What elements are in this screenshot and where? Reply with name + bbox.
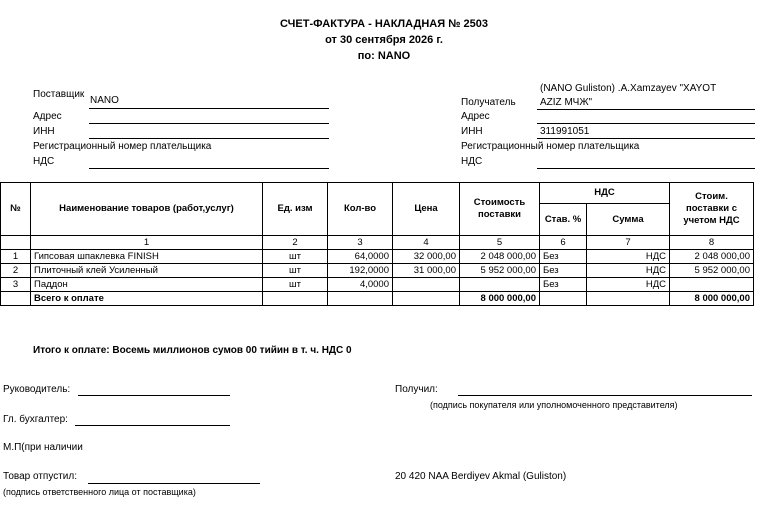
supplier-vat-line	[89, 168, 329, 169]
recipient-reg-label: Регистрационный номер плательщика	[461, 141, 640, 152]
supplier-inn-line	[89, 138, 329, 139]
header-vat-rate: Став. %	[540, 204, 587, 236]
row-qty: 192,0000	[328, 264, 393, 278]
released-sign-line	[88, 483, 260, 484]
amount-in-words: Итого к оплате: Восемь миллионов сумов 00 тийин в т. ч. НДС 0	[33, 345, 352, 356]
col-number: 6	[540, 236, 587, 250]
row-total: 5 952 000,00	[670, 264, 754, 278]
total-with-vat: 8 000 000,00	[670, 292, 754, 306]
total-label: Всего к оплате	[31, 292, 263, 306]
recipient-name-line1: (NANO Guliston) .A.Xamzayev "XAYOT	[540, 83, 717, 94]
received-note: (подпись покупателя или уполномоченного представителя)	[430, 400, 678, 410]
recipient-inn-value: 311991051	[540, 126, 590, 137]
power-of-attorney: 20 420 NAA Berdiyev Akmal (Guliston)	[395, 471, 567, 482]
header-cost: Стоимость поставки	[460, 183, 540, 236]
row-unit: шт	[263, 264, 328, 278]
invoice-contract: по: NANO	[357, 50, 411, 62]
accountant-sign-line	[75, 425, 230, 426]
header-price: Цена	[393, 183, 460, 236]
row-name: Гипсовая шпаклевка FINISH	[31, 250, 263, 264]
header-name: Наименование товаров (работ,услуг)	[31, 183, 263, 236]
recipient-vat-label: НДС	[461, 156, 483, 167]
recipient-vat-line	[537, 168, 755, 169]
table-header-row	[1, 183, 754, 204]
row-vat-sum: НДС	[587, 264, 670, 278]
stamp-label: М.П(при наличии	[3, 442, 83, 453]
director-label: Руководитель:	[3, 384, 71, 395]
row-unit: шт	[263, 250, 328, 264]
recipient-name-line2: AZIZ МЧЖ"	[540, 97, 593, 108]
supplier-value: NANO	[90, 95, 119, 106]
col-number: 5	[460, 236, 540, 250]
row-price	[393, 278, 460, 292]
row-vat-sum: НДС	[587, 250, 670, 264]
table-row	[1, 278, 754, 292]
header-unit: Ед. изм	[263, 183, 328, 236]
col-number: 7	[587, 236, 670, 250]
supplier-reg-label: Регистрационный номер плательщика	[33, 141, 212, 152]
row-total	[670, 278, 754, 292]
row-name: Паддон	[31, 278, 263, 292]
row-cost: 2 048 000,00	[460, 250, 540, 264]
row-price: 32 000,00	[393, 250, 460, 264]
row-vat-rate: Без	[540, 250, 587, 264]
header-vat-sum: Сумма	[587, 204, 670, 236]
supplier-inn-label: ИНН	[33, 126, 55, 137]
recipient-line	[537, 109, 755, 110]
director-sign-line	[78, 395, 230, 396]
row-qty: 4,0000	[328, 278, 393, 292]
row-name: Плиточный клей Усиленный	[31, 264, 263, 278]
table-total-row	[1, 292, 754, 306]
table-row	[1, 250, 754, 264]
row-no: 1	[1, 250, 31, 264]
header-qty: Кол-во	[328, 183, 393, 236]
row-vat-rate: Без	[540, 278, 587, 292]
recipient-address-label: Адрес	[461, 111, 490, 122]
row-no: 2	[1, 264, 31, 278]
invoice-table	[0, 182, 754, 306]
invoice-date: от 30 сентября 2026 г.	[325, 34, 443, 46]
row-price: 31 000,00	[393, 264, 460, 278]
table-row	[1, 264, 754, 278]
column-number-row	[1, 236, 754, 250]
received-label: Получил:	[395, 384, 438, 395]
accountant-label: Гл. бухгалтер:	[3, 414, 68, 425]
header-total: Стоим. поставки с учетом НДС	[670, 183, 754, 236]
col-number: 3	[328, 236, 393, 250]
released-label: Товар отпустил:	[3, 471, 77, 482]
row-no: 3	[1, 278, 31, 292]
recipient-label: Получатель	[461, 97, 516, 108]
header-vat: НДС	[540, 183, 670, 204]
supplier-address-line	[89, 123, 329, 124]
supplier-address-label: Адрес	[33, 111, 62, 122]
row-total: 2 048 000,00	[670, 250, 754, 264]
col-number: 4	[393, 236, 460, 250]
total-cost: 8 000 000,00	[460, 292, 540, 306]
supplier-line	[89, 108, 329, 109]
row-cost: 5 952 000,00	[460, 264, 540, 278]
row-qty: 64,0000	[328, 250, 393, 264]
supplier-vat-label: НДС	[33, 156, 55, 167]
recipient-address-line	[537, 123, 755, 124]
col-number: 8	[670, 236, 754, 250]
recipient-inn-line	[537, 138, 755, 139]
received-sign-line	[458, 395, 752, 396]
header-no: №	[1, 183, 31, 236]
row-vat-sum: НДС	[587, 278, 670, 292]
row-unit: шт	[263, 278, 328, 292]
invoice-title: СЧЕТ-ФАКТУРА - НАКЛАДНАЯ № 2503	[280, 18, 488, 30]
row-vat-rate: Без	[540, 264, 587, 278]
supplier-label: Поставщик	[33, 89, 85, 100]
released-note: (подпись ответственного лица от поставщика)	[3, 487, 196, 497]
row-cost	[460, 278, 540, 292]
col-number: 1	[31, 236, 263, 250]
recipient-inn-label: ИНН	[461, 126, 483, 137]
col-number: 2	[263, 236, 328, 250]
